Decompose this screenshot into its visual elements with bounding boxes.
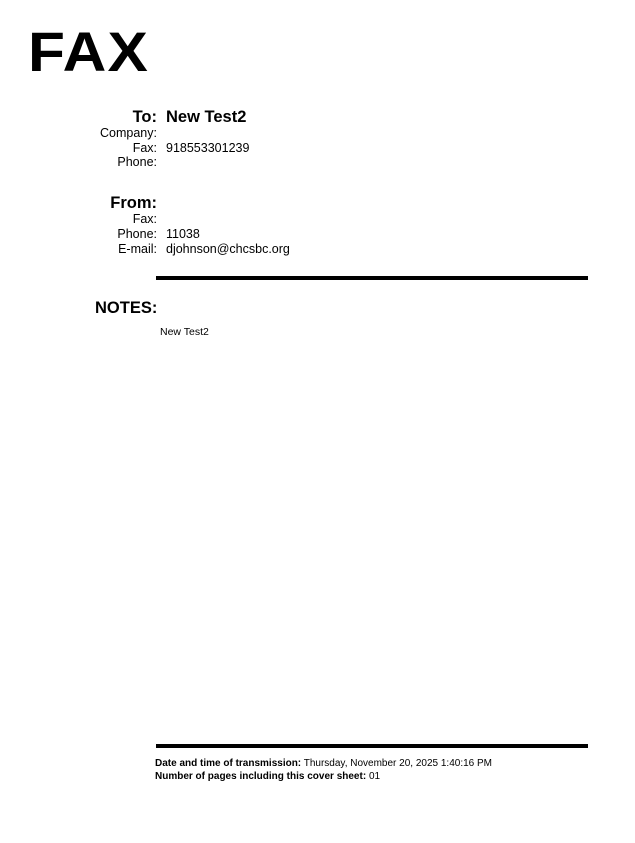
from-fax-label: Fax: [132,212,157,226]
from-email-row [0,242,635,257]
from-email-label: E-mail: [118,242,157,256]
to-phone-label: Phone: [117,155,157,169]
to-company-row [0,126,635,141]
from-phone-row [0,227,635,242]
from-phone-label: Phone: [117,227,157,241]
to-fax-row [0,141,635,156]
to-phone-row [0,155,635,170]
footer-divider [156,744,588,748]
page-count-label: Number of pages including this cover sheet: [155,771,367,782]
notes-heading: NOTES: [95,299,158,317]
to-name: New Test2 [166,108,247,126]
transmission-datetime [155,757,492,770]
notes-body: New Test2 [160,326,209,338]
transmission-datetime-value: Thursday, November 20, 2025 1:40:16 PM [303,758,493,769]
transmission-datetime-label: Date and time of transmission: [155,758,302,769]
from-phone-value: 11038 [166,227,200,241]
to-recipient-row [0,106,635,128]
page-count-value: 01 [368,771,381,782]
to-company-label: Company: [100,126,157,140]
page-count [155,770,380,783]
fax-title: FAX [28,20,149,83]
from-email-value: djohnson@chcsbc.org [166,242,290,256]
from-heading-row [0,192,635,214]
from-heading: From: [110,194,157,212]
section-divider [156,276,588,280]
to-fax-label: Fax: [132,141,157,155]
from-fax-row [0,212,635,227]
to-heading: To: [132,108,157,126]
to-fax-value: 918553301239 [166,141,250,155]
